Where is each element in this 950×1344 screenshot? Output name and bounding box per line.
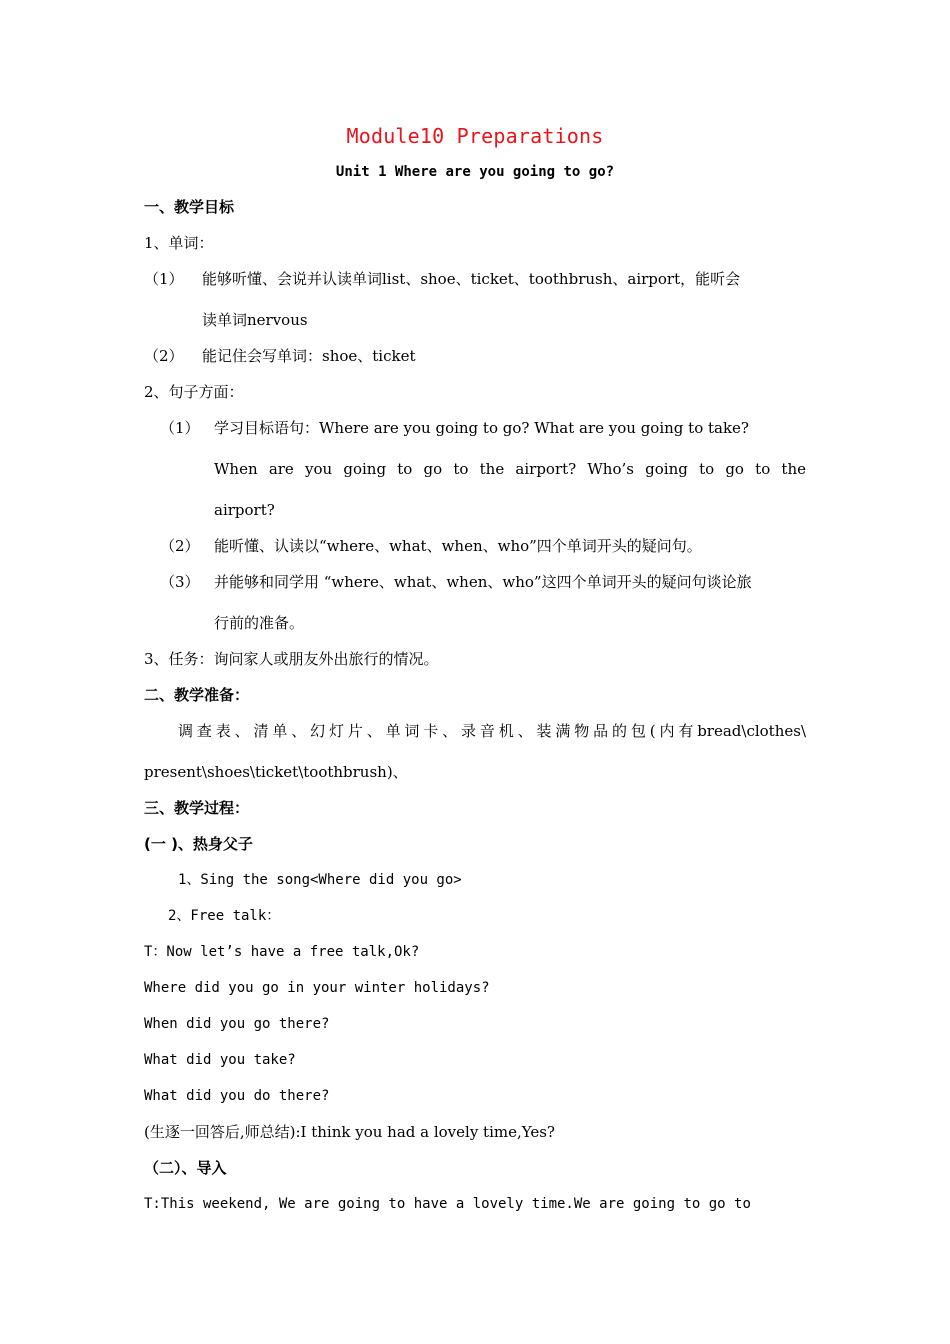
- item-text-continued: When are you going to go to the airport? Who’s going to go to the: [214, 460, 806, 478]
- item-number: （3）: [160, 573, 200, 591]
- paragraph-materials-continued: present\shoes\ticket\toothbrush)、: [144, 763, 408, 781]
- page-title: Module10 Preparations: [346, 124, 604, 148]
- paragraph-words: 1、单词：: [144, 234, 214, 252]
- text-line: T:This weekend, We are going to have a lovely time.We are going to go to: [144, 1196, 751, 1212]
- item-text-continued: 读单词nervous: [202, 311, 308, 329]
- item-number: （2）: [144, 347, 184, 365]
- text-line: (生逐一回答后,师总结):I think you had a lovely time,Yes?: [144, 1123, 555, 1141]
- item-text: 能记住会写单词：shoe、ticket: [202, 347, 416, 365]
- item-text-continued: airport?: [214, 501, 275, 519]
- text-line: When did you go there?: [144, 1016, 330, 1032]
- item-number: （1）: [144, 270, 184, 288]
- step-heading-introduction: （二）、导入: [144, 1159, 227, 1177]
- paragraph-task: 3、任务：询问家人或朋友外出旅行的情况。: [144, 650, 439, 668]
- item-text: 学习目标语句：Where are you going to go? What are you going to take?: [214, 419, 749, 437]
- text-line: 2、Free talk：: [168, 908, 281, 924]
- text-line: Where did you go in your winter holidays?: [144, 980, 490, 996]
- paragraph-sentences: 2、句子方面：: [144, 383, 244, 401]
- section-heading-preparation: 二、教学准备：: [144, 686, 250, 704]
- section-heading-process: 三、教学过程：: [144, 799, 250, 817]
- paragraph-materials: 调查表、清单、幻灯片、单词卡、录音机、装满物品的包(内有bread\clothes\: [178, 722, 806, 740]
- text-line: What did you take?: [144, 1052, 296, 1068]
- item-text: 能听懂、认读以“where、what、when、who”四个单词开头的疑问句。: [214, 537, 702, 555]
- text-line: T：Now let’s have a free talk,Ok?: [144, 944, 420, 960]
- item-text-continued: 行前的准备。: [214, 614, 305, 632]
- page-subtitle: Unit 1 Where are you going to go?: [335, 164, 615, 180]
- item-text: 能够听懂、会说并认读单词list、shoe、ticket、toothbrush、airport，能听会: [202, 270, 741, 288]
- section-heading-objectives: 一、教学目标: [144, 198, 235, 216]
- item-number: （2）: [160, 537, 200, 555]
- text-line: 1、Sing the song<Where did you go>: [178, 872, 462, 888]
- step-heading-warmup: (一 )、热身父子: [144, 835, 253, 853]
- item-text: 并能够和同学用 “where、what、when、who”这四个单词开头的疑问句谈论旅: [214, 573, 752, 591]
- text-line: What did you do there?: [144, 1088, 330, 1104]
- item-number: （1）: [160, 419, 200, 437]
